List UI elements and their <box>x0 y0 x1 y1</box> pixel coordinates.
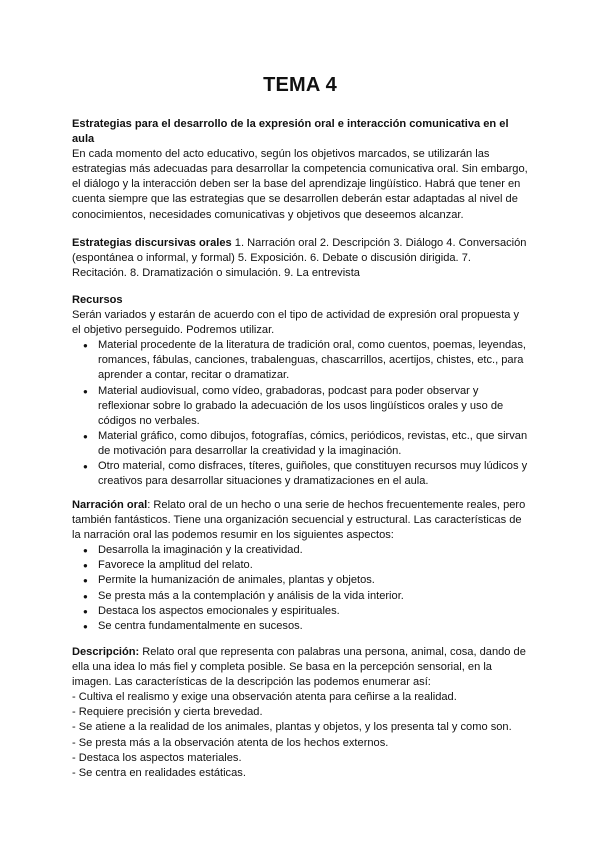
section-recursos <box>72 293 528 489</box>
list-item: ● Material procedente de la literatura de tradición oral, como cuentos, poemas, leyendas, romances, fábulas, canciones, trabalenguas, chascarrillos, acertijos, chistes, etc., para aprender a contar, recitar o dramatizar. <box>98 338 528 383</box>
list-item: ● Se presta más a la contemplación y análisis de la vida interior. <box>98 589 528 604</box>
section-estrategias <box>72 117 528 223</box>
section-heading: Recursos <box>72 294 123 306</box>
section-heading: Narración oral <box>72 499 148 511</box>
section-body: Serán variados y estarán de acuerdo con el tipo de actividad de expresión oral propuesta y el objetivo perseguido. Podremos utilizar. <box>72 309 520 337</box>
section-paragraph <box>72 236 528 281</box>
list-item: ● Otro material, como disfraces, títeres, guiñoles, que constituyen recursos muy lúdicos y creativos para desarrollar situaciones y dramatizaciones en el aula. <box>98 459 528 489</box>
list-item: ● Favorece la amplitud del relato. <box>98 558 528 573</box>
list-item: ● Material gráfico, como dibujos, fotografías, cómics, periódicos, revistas, etc., que sirvan de motivación para desarrollar la creatividad y la imaginación. <box>98 429 528 459</box>
section-estrategias-discursivas <box>72 236 528 281</box>
narracion-list <box>72 543 528 634</box>
list-item: - Se presta más a la observación atenta de los hechos externos. <box>72 736 389 749</box>
section-paragraph <box>72 645 528 690</box>
list-item: ● Se centra fundamentalmente en sucesos. <box>98 619 528 634</box>
section-heading: Estrategias para el desarrollo de la expresión oral e interacción comunicativa en el aula <box>72 118 509 146</box>
list-item: ● Destaca los aspectos emocionales y espirituales. <box>98 604 528 619</box>
list-item: - Se atiene a la realidad de los animales, plantas y objetos, y los presenta tal y como son. <box>72 721 512 734</box>
list-item: - Destaca los aspectos materiales. <box>72 751 242 764</box>
list-item: - Requiere precisión y cierta brevedad. <box>72 706 263 719</box>
section-body: En cada momento del acto educativo, según los objetivos marcados, se utilizarán las estrategias más adecuadas para desarrollar la competencia comunicativa oral. Sin embargo, el diálogo y la interacción deben ser la base del aprendizaje lingüístico. Habrá que tener en cuenta siempre que las estrategias que se desarrollen deberán estar adaptadas al nivel de conocimientos, necesidades comunicativas y objetivos que deseemos alcanzar. <box>72 148 528 221</box>
section-body: : Relato oral de un hecho o una serie de hechos frecuentemente reales, pero también fantásticos. Tiene una organización secuencial y estructural. Las características de la narración oral las podemos resumir en los siguientes aspectos: <box>72 499 526 542</box>
list-item: - Cultiva el realismo y exige una observación atenta para ceñirse a la realidad. <box>72 691 457 704</box>
list-item: ● Desarrolla la imaginación y la creatividad. <box>98 543 528 558</box>
section-body: Relato oral que representa con palabras una persona, animal, cosa, dando de ella una idea lo más fiel y completa posible. Se basa en la percepción sensorial, en la imagen. Las características de la descripción las podemos enumerar así: <box>72 646 526 689</box>
section-heading: Estrategias discursivas orales <box>72 237 232 249</box>
recursos-list <box>72 338 528 489</box>
section-heading: Descripción: <box>72 646 140 658</box>
section-body: 1. Narración oral 2. Descripción 3. Diálogo 4. Conversación (espontánea o informal, y formal) 5. Exposición. 6. Debate o discusión dirigida. 7. Recitación. 8. Dramatización o simulación. 9. La entrevista <box>72 237 527 280</box>
section-paragraph <box>72 498 528 543</box>
list-item: ● Material audiovisual, como vídeo, grabadoras, podcast para poder observar y reflexionar sobre lo grabado la adecuación de los usos lingüísticos orales y uso de códigos no verbales. <box>98 384 528 429</box>
section-narracion <box>72 498 528 634</box>
section-descripcion <box>72 645 528 781</box>
list-item: ● Permite la humanización de animales, plantas y objetos. <box>98 573 528 588</box>
page-title: TEMA 4 <box>263 74 337 96</box>
list-item: - Se centra en realidades estáticas. <box>72 766 246 779</box>
